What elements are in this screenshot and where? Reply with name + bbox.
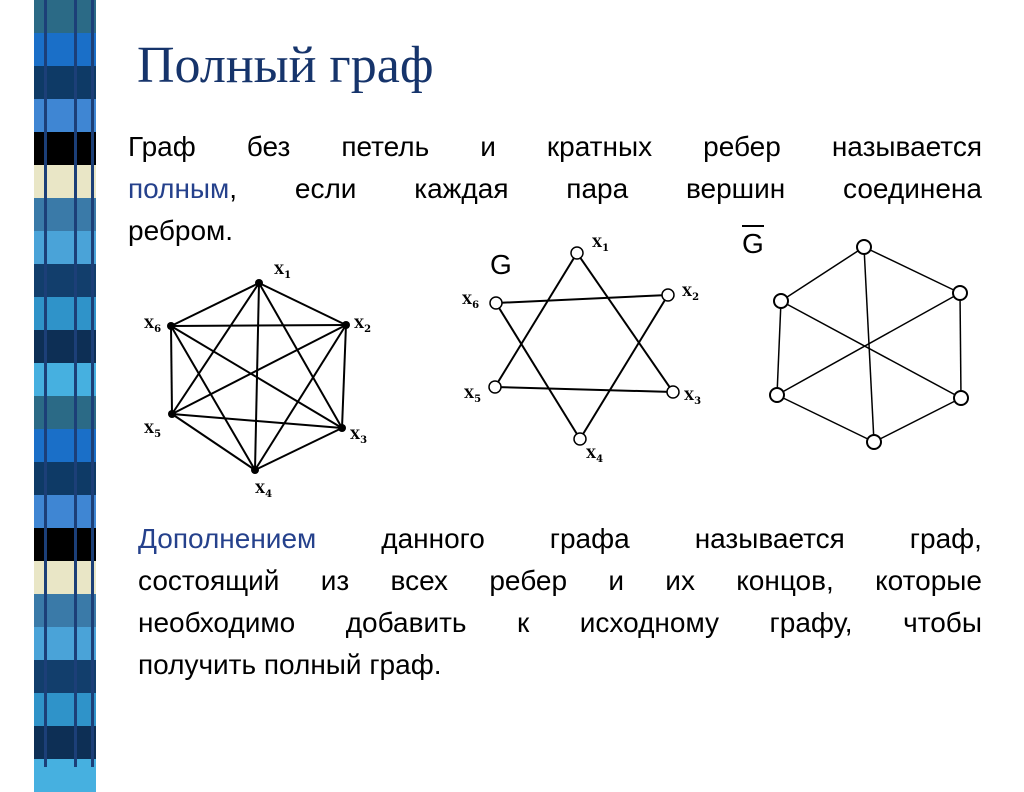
word-text: и xyxy=(480,131,496,162)
graph-vertex xyxy=(953,286,967,300)
word-text: добавить xyxy=(345,607,467,638)
graph-edge xyxy=(342,325,346,428)
word xyxy=(295,168,357,210)
word xyxy=(686,168,785,210)
word-text: называется xyxy=(694,523,845,554)
word-text: к xyxy=(517,607,530,638)
graph-vertex xyxy=(954,391,968,405)
word-text: состоящий xyxy=(138,565,280,596)
word-text: данного xyxy=(381,523,485,554)
word xyxy=(843,168,982,210)
word-text: графа xyxy=(549,523,630,554)
word xyxy=(875,560,982,602)
graph-vertex xyxy=(667,386,679,398)
graph-edge xyxy=(172,325,346,414)
word-text: чтобы xyxy=(903,607,982,638)
word xyxy=(770,602,853,644)
graph-edge xyxy=(259,283,342,428)
text-line xyxy=(138,560,982,602)
word xyxy=(247,126,291,168)
graph-edge xyxy=(496,303,580,439)
word xyxy=(138,560,279,602)
vertex-label: $X_6$ xyxy=(144,317,162,335)
word xyxy=(341,126,429,168)
word-text: графу, xyxy=(769,607,853,638)
word xyxy=(695,518,845,560)
word-text: каждая xyxy=(414,173,509,204)
text-line xyxy=(138,644,982,686)
graph-vertex xyxy=(167,322,175,330)
vertex-label-index: 4 xyxy=(265,489,273,500)
word xyxy=(128,126,196,168)
graph-vertex xyxy=(251,466,259,474)
vertex-label: $X_4$ xyxy=(586,447,604,465)
graph-edge xyxy=(171,326,172,414)
vertex-label-index: 3 xyxy=(360,435,368,446)
word xyxy=(414,168,508,210)
vertex-label-index: 4 xyxy=(596,454,604,465)
word-text: пара xyxy=(566,173,629,204)
word-text: вершин xyxy=(685,173,786,204)
word xyxy=(665,560,695,602)
vertex-label: $X_3$ xyxy=(350,428,368,446)
word-text: всех xyxy=(390,565,449,596)
word-text: Граф xyxy=(128,131,196,162)
word-text: и xyxy=(608,565,624,596)
word xyxy=(547,126,652,168)
graph-edge xyxy=(777,395,874,442)
graph-g-label: G xyxy=(490,249,512,280)
graph-edge xyxy=(577,253,673,392)
word xyxy=(608,560,624,602)
punctuation: , xyxy=(229,173,238,204)
vertex-label-index: 6 xyxy=(472,300,480,311)
graph-complement-svg xyxy=(740,226,986,466)
strip-rule xyxy=(74,0,77,767)
vertex-label-index: 1 xyxy=(602,243,610,254)
graph-edge xyxy=(874,398,961,442)
definition-complement xyxy=(138,518,982,686)
vertex-label-index: 5 xyxy=(474,394,482,405)
word-text: ребром. xyxy=(128,215,234,246)
word xyxy=(517,602,529,644)
word-text: петель xyxy=(341,131,430,162)
graph-vertex xyxy=(770,388,784,402)
graph-g-figure xyxy=(426,232,738,472)
word-text: называется xyxy=(831,131,982,162)
graph-edge xyxy=(495,387,673,392)
word-text: кратных xyxy=(546,131,653,162)
word-text: из xyxy=(320,565,350,596)
graph-complement-label xyxy=(742,225,764,260)
graph-vertex xyxy=(574,433,586,445)
word-text: концов, xyxy=(736,565,834,596)
vertex-label: $X_5$ xyxy=(144,422,162,440)
graph-edge xyxy=(777,293,960,395)
text-line xyxy=(128,126,982,168)
word-text: граф, xyxy=(909,523,982,554)
word xyxy=(138,518,316,560)
word xyxy=(128,168,237,210)
graph-edge xyxy=(172,414,255,470)
graph-vertex xyxy=(338,424,346,432)
word xyxy=(391,560,449,602)
vertex-label: $X_4$ xyxy=(255,482,273,500)
vertex-label-index: 6 xyxy=(154,324,162,335)
graph-vertex xyxy=(489,381,501,393)
graph-g-svg xyxy=(426,232,738,472)
graph-edge xyxy=(864,247,960,293)
word xyxy=(736,560,834,602)
word xyxy=(550,518,630,560)
word xyxy=(832,126,982,168)
word-text: исходному xyxy=(579,607,720,638)
vertex-label-index: 3 xyxy=(694,396,702,407)
complete-graph-figure xyxy=(138,252,388,504)
word-text: ребер xyxy=(489,565,568,596)
graph-edge xyxy=(496,295,668,303)
graph-edge xyxy=(171,325,346,326)
word xyxy=(138,602,295,644)
vertex-label: $X_1$ xyxy=(592,236,610,254)
graph-vertex xyxy=(168,410,176,418)
word-text: без xyxy=(246,131,291,162)
word-text: их xyxy=(665,565,695,596)
word-text: если xyxy=(294,173,357,204)
word xyxy=(566,168,628,210)
graph-vertex xyxy=(867,435,881,449)
complete-graph-svg xyxy=(138,252,388,504)
word xyxy=(703,126,781,168)
decorative-side-strip xyxy=(34,0,96,767)
vertex-label: $X_5$ xyxy=(464,387,482,405)
word-text: необходимо xyxy=(138,607,296,638)
vertex-label: $X_3$ xyxy=(684,389,702,407)
vertex-label: $X_2$ xyxy=(682,285,700,303)
graph-complement-figure xyxy=(740,226,986,466)
graph-vertex xyxy=(662,289,674,301)
vertex-label-index: 1 xyxy=(284,270,292,281)
text-line xyxy=(138,602,982,644)
graph-vertex xyxy=(774,294,788,308)
graph-vertex xyxy=(571,247,583,259)
graph-edge xyxy=(960,293,961,398)
strip-rule xyxy=(91,0,94,767)
word-text: ребер xyxy=(703,131,781,162)
overline-bar xyxy=(742,225,764,227)
graph-edge xyxy=(781,247,864,301)
graph-vertex xyxy=(255,279,263,287)
vertex-label-index: 5 xyxy=(154,429,162,440)
word xyxy=(321,560,349,602)
strip-rule xyxy=(44,0,47,767)
word xyxy=(128,210,233,252)
word xyxy=(489,560,567,602)
graph-vertex xyxy=(857,240,871,254)
word xyxy=(480,126,496,168)
graph-vertex xyxy=(342,321,350,329)
text-line xyxy=(128,168,982,210)
word xyxy=(381,518,485,560)
page-title: Полный граф xyxy=(137,37,434,94)
word xyxy=(910,518,982,560)
word-text: получить полный граф. xyxy=(138,649,442,680)
graph-edge xyxy=(777,301,781,395)
vertex-label: $X_6$ xyxy=(462,293,480,311)
graph-vertex xyxy=(490,297,502,309)
vertex-label: $X_1$ xyxy=(274,263,292,281)
highlighted-term: Дополнением xyxy=(138,523,317,554)
word xyxy=(138,644,442,686)
vertex-label: $X_2$ xyxy=(354,317,372,335)
highlighted-term: полным xyxy=(128,173,230,204)
word-text: соединена xyxy=(843,173,982,204)
word xyxy=(903,602,982,644)
vertex-label-index: 2 xyxy=(692,292,700,303)
word xyxy=(580,602,719,644)
word-text: которые xyxy=(875,565,982,596)
vertex-label-index: 2 xyxy=(364,324,372,335)
graph-complement-label-text: G xyxy=(742,228,764,259)
word xyxy=(346,602,467,644)
text-line xyxy=(138,518,982,560)
